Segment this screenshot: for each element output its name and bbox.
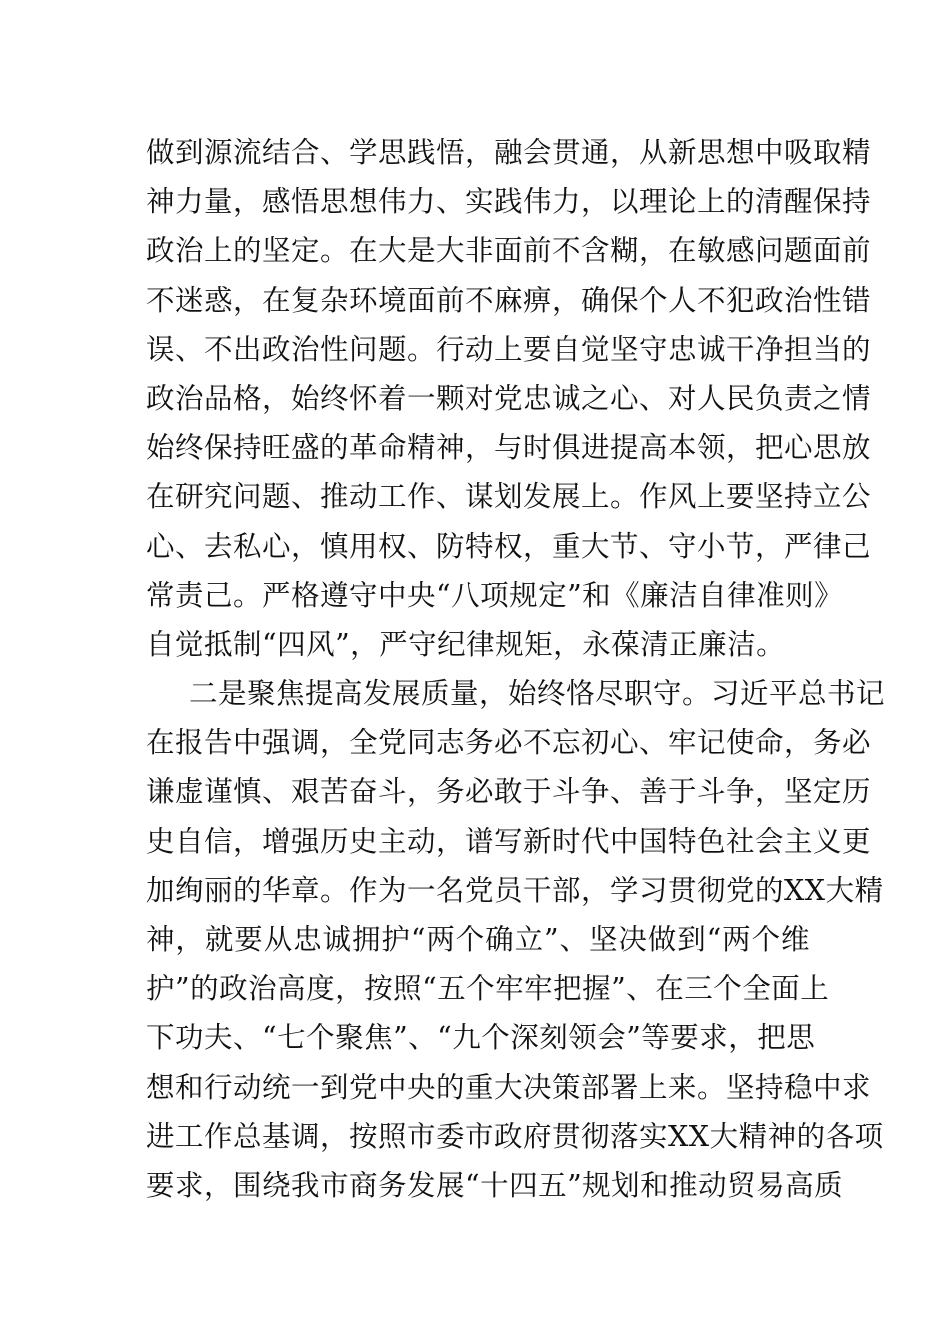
text-line: 误、不出政治性问题。行动上要自觉坚守忠诚干净担当的 <box>146 332 872 366</box>
body-text <box>146 128 886 1210</box>
text-line: 神，就要从忠诚拥护“两个确立”、坚决做到“两个维 <box>146 923 810 956</box>
text-line: 不迷惑，在复杂环境面前不麻痹，确保个人不犯政治性错 <box>146 283 872 317</box>
text-line: 常责己。严格遵守中央“八项规定”和《廉洁自律准则》 <box>146 578 844 612</box>
text-line: 神力量，感悟思想伟力、实践伟力，以理论上的清醒保持 <box>146 185 872 219</box>
text-line: 在报告中强调，全党同志务必不忘初心、牢记使命，务必 <box>146 726 872 760</box>
text-line: 心、去私心，慎用权、防特权，重大节、守小节，严律己 <box>146 529 872 563</box>
text-line: 自觉抵制“四风”，严守纪律规矩，永葆清正廉洁。 <box>146 627 786 661</box>
text-line: 谦虚谨慎、艰苦奋斗，务必敢于斗争、善于斗争，坚定历 <box>146 775 872 809</box>
text-line: 要求，围绕我市商务发展“十四五”规划和推动贸易高质 <box>146 1168 844 1202</box>
text-line: 在研究问题、推动工作、谋划发展上。作风上要坚持立公 <box>146 480 872 514</box>
text-line: 下功夫、“七个聚焦”、“九个深刻领会”等要求，把思 <box>146 1021 816 1055</box>
text-line: 史自信，增强历史主动，谱写新时代中国特色社会主义更 <box>146 824 872 858</box>
text-line: 进工作总基调，按照市委市政府贯彻落实XX大精神的各项 <box>146 1119 884 1153</box>
text-line: 想和行动统一到党中央的重大决策部署上来。坚持稳中求 <box>146 1070 872 1104</box>
text-line: 政治品格，始终怀着一颗对党忠诚之心、对人民负责之情 <box>146 381 872 415</box>
text-line: 做到源流结合、学思践悟，融会贯通，从新思想中吸取精 <box>146 136 872 169</box>
paragraph-start-line: 二是聚焦提高发展质量，始终恪尽职守。习近平总书记 <box>189 677 886 711</box>
text-line: 护”的政治高度，按照“五个牢牢把握”、在三个全面上 <box>146 972 830 1006</box>
text-line: 始终保持旺盛的革命精神，与时俱进提高本领，把心思放 <box>146 431 872 465</box>
text-line: 加绚丽的华章。作为一名党员干部，学习贯彻党的XX大精 <box>146 873 884 907</box>
text-line: 政治上的坚定。在大是大非面前不含糊，在敏感问题面前 <box>146 234 872 268</box>
